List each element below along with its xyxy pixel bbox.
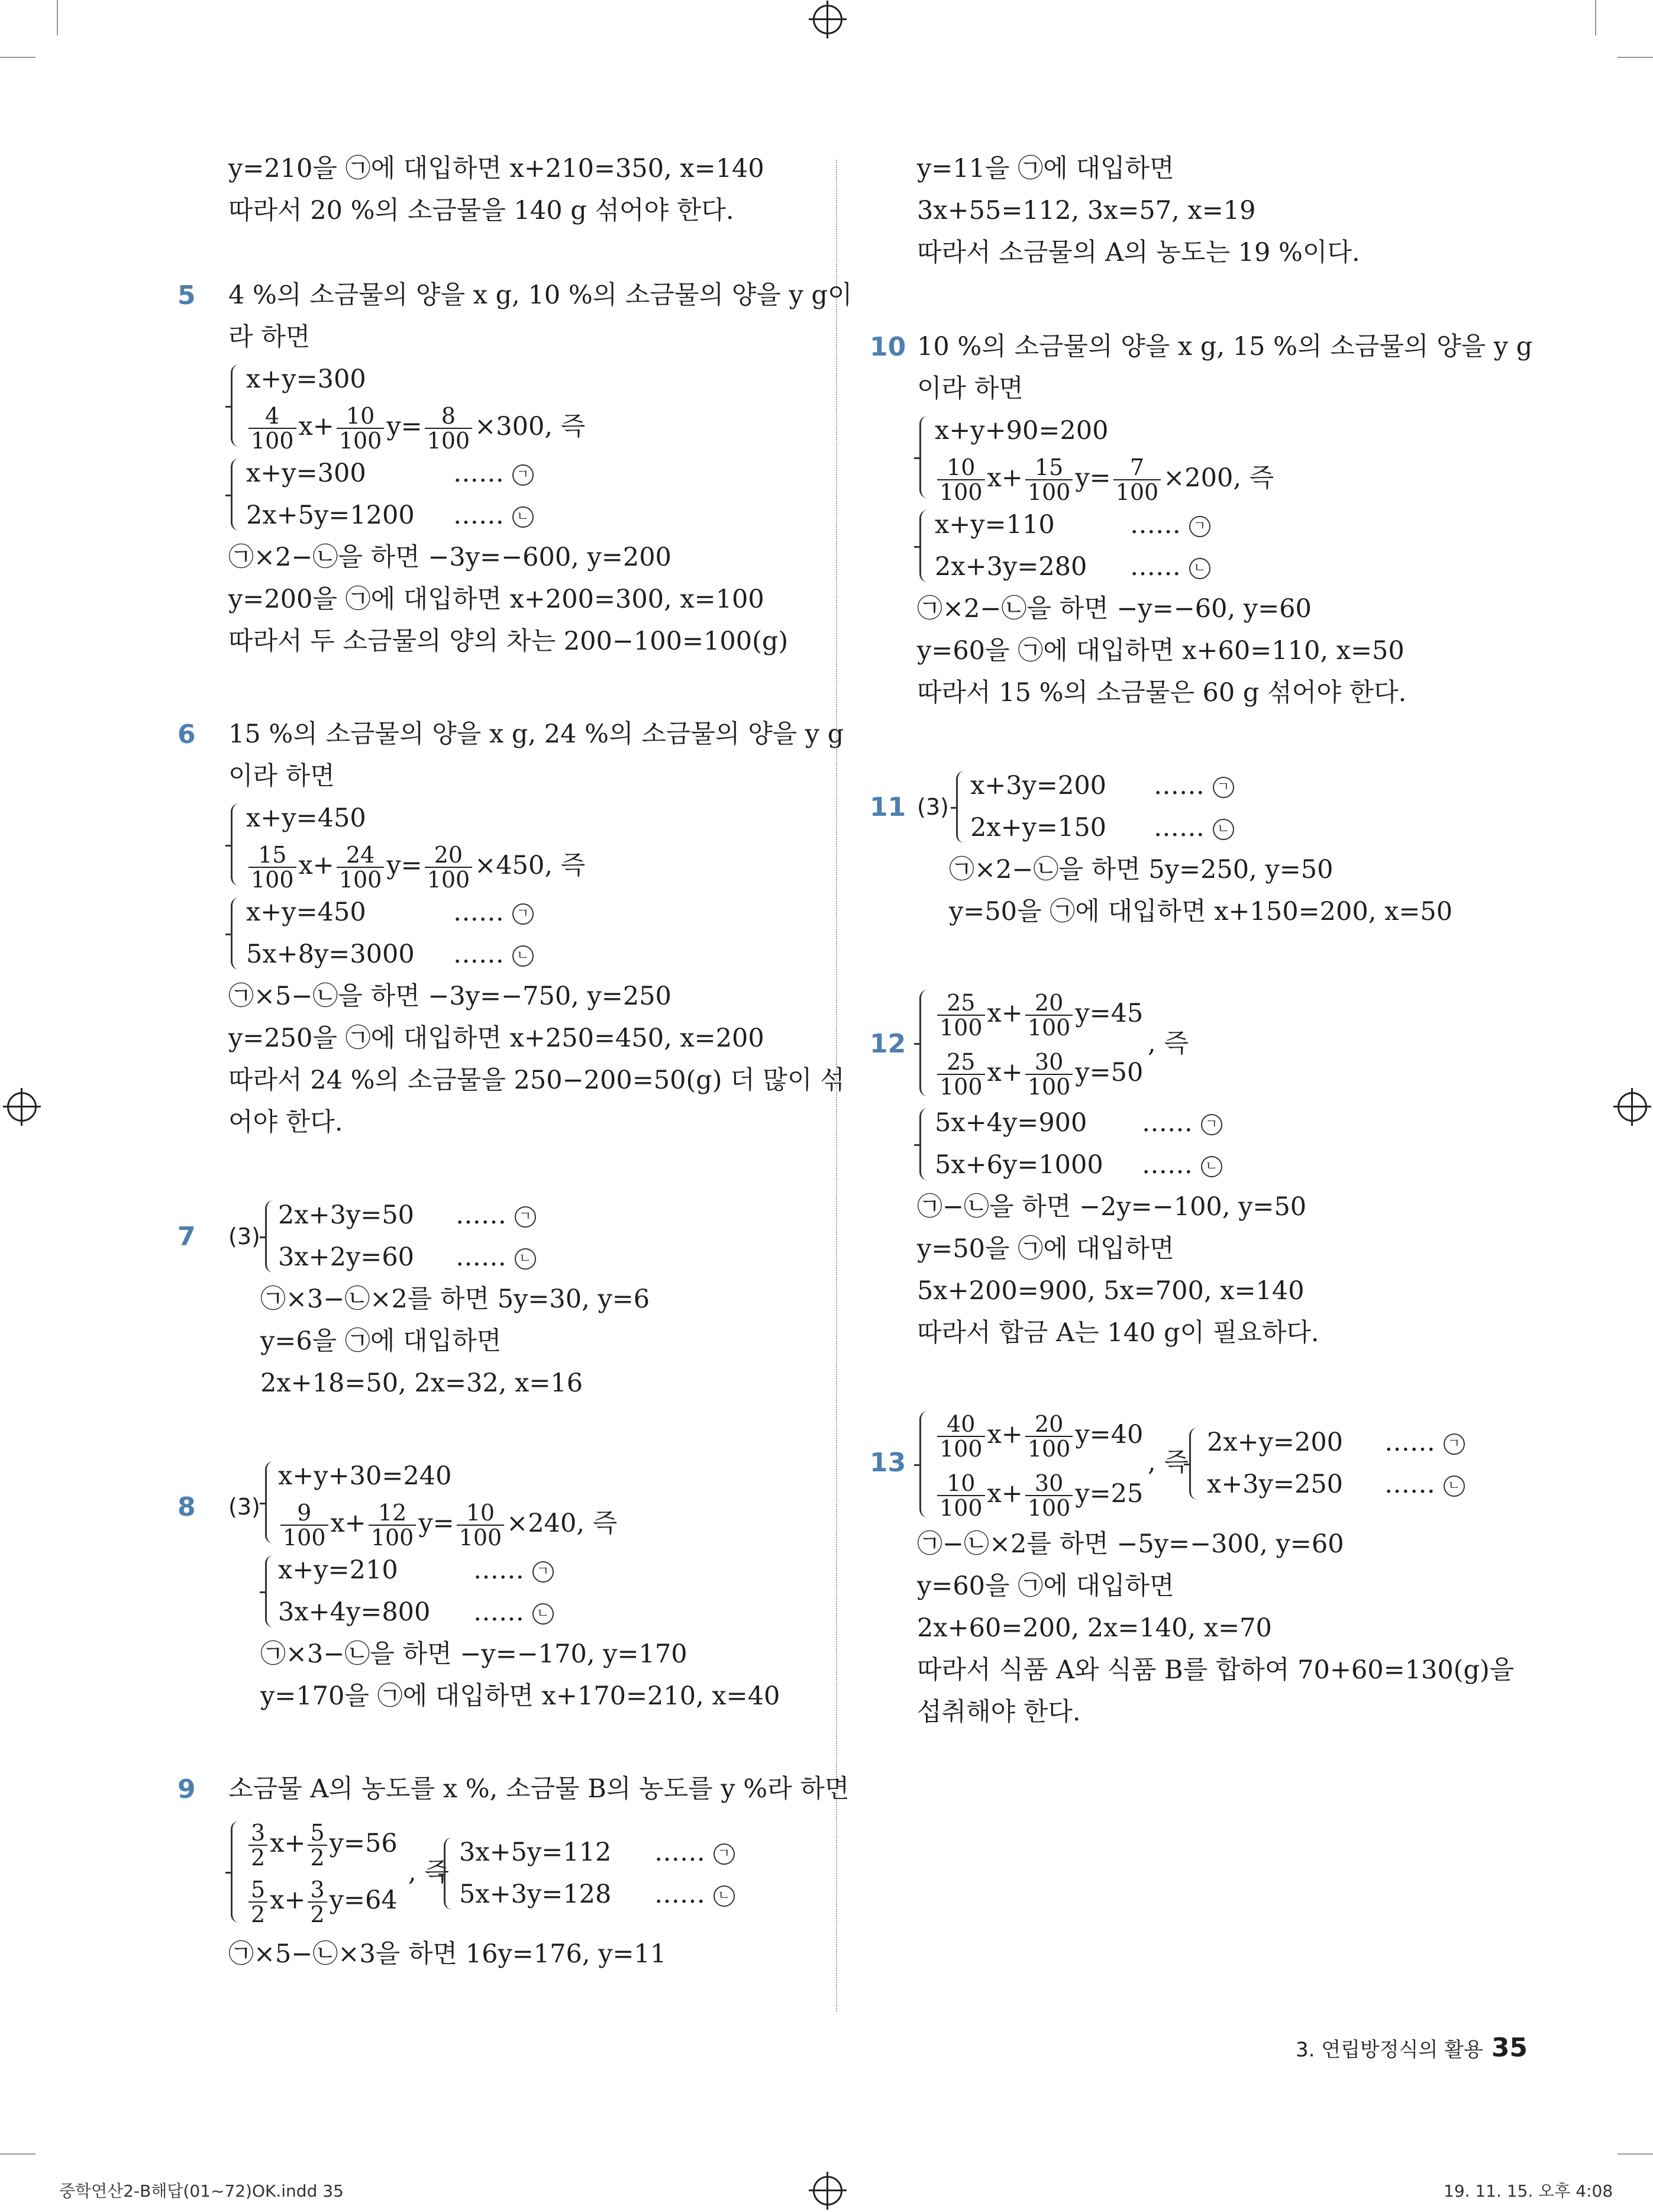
fraction: $\frac{12}{100}$ (369, 1501, 417, 1549)
fraction: $\frac{3}{2}$ (308, 1878, 327, 1926)
equation: x+3y=250 …… ㄴ (1207, 1464, 1465, 1506)
equation: x+y=300 (246, 364, 366, 394)
fraction: $\frac{40}{100}$ (937, 1412, 985, 1461)
fraction: $\frac{24}{100}$ (337, 843, 385, 892)
solution-line: 라 하면 (228, 322, 311, 352)
circled-label-icon: ㄴ (512, 506, 534, 528)
fraction: $\frac{3}{2}$ (248, 1821, 267, 1869)
registration-mark-icon (813, 2176, 842, 2205)
answer-5 (177, 275, 853, 663)
equation: $\frac{9}{100}$ x+ $\frac{12}{100}$ y= $\frac{10}{100}$ ×240, 즉 (278, 1497, 816, 1549)
circled-label-icon: ㄱ (713, 1843, 735, 1865)
solution-line: 5x+200=900, 5x=700, x=140 (917, 1276, 1305, 1306)
registration-mark-icon (813, 5, 842, 34)
brace-icon (919, 1411, 928, 1517)
brace-icon (231, 458, 240, 531)
print-slug-file: 중학연산2-B해답(01~72)OK.indd 35 (59, 2181, 344, 2201)
solution-line: 이라 하면 (917, 374, 1024, 403)
brace-icon (231, 1821, 240, 1923)
brace-icon (919, 510, 928, 582)
brace-icon (919, 1108, 928, 1180)
solution-line: 따라서 24 %의 소금물을 250−200=50(g) 더 많이 섞 (228, 1065, 845, 1095)
equation: $\frac{4}{100}$ x+ $\frac{10}{100}$ y= $\frac{8}{100}$ ×300, 즉 (246, 401, 816, 453)
equation: x+y=110 …… ㄱ (935, 504, 1509, 546)
solution-line: 3x+55=112, 3x=57, x=19 (917, 196, 1256, 225)
circled-label-icon: ㄱ (512, 903, 534, 925)
solution-line: ㉠×5−㉡×3을 하면 16y=176, y=11 (228, 1939, 667, 1969)
equation: 5x+4y=900 …… ㄱ (935, 1102, 1509, 1144)
equation: 5x+3y=128 …… ㄴ (459, 1874, 735, 1916)
fraction: $\frac{4}{100}$ (248, 404, 296, 453)
solution-line: ㉠×2−㉡을 하면 −y=−60, y=60 (917, 594, 1312, 624)
brace-icon (444, 1838, 453, 1910)
answer-9 (177, 1768, 850, 1975)
problem-number: 5 (177, 280, 196, 311)
solution-line: 10 %의 소금물의 양을 x g, 15 %의 소금물의 양을 y g (917, 332, 1533, 361)
solution-line: 따라서 식품 A와 식품 B를 합하여 70+60=130(g)을 (917, 1655, 1515, 1685)
brace-icon (231, 803, 240, 886)
fraction: $\frac{20}{100}$ (425, 843, 473, 892)
solution-line: 따라서 20 %의 소금물을 140 g 섞어야 한다. (228, 196, 734, 225)
solution-line: y=60을 ㉠에 대입하면 (917, 1571, 1174, 1601)
solution-line: y=170을 ㉠에 대입하면 x+170=210, x=40 (260, 1681, 780, 1711)
registration-mark-icon (7, 1092, 37, 1122)
equation: 2x+y=200 …… ㄱ (1207, 1422, 1465, 1464)
registration-mark-icon (1618, 1092, 1647, 1122)
problem-number: 6 (177, 719, 196, 750)
equation-system (870, 984, 1143, 1102)
circled-label-icon: ㄱ (515, 1206, 536, 1228)
print-slug-date: 19. 11. 15. 오후 4:08 (1444, 2181, 1613, 2201)
circled-label-icon: ㄱ (1201, 1114, 1222, 1135)
crop-mark (1595, 0, 1596, 35)
answer-6 (177, 713, 845, 1144)
crop-mark (1618, 57, 1653, 58)
equation-system (177, 1815, 398, 1929)
equation-system (177, 797, 816, 892)
solution-line: 4 %의 소금물의 양을 x g, 10 %의 소금물의 양을 y g이 (228, 280, 853, 310)
crop-mark (0, 57, 35, 58)
fraction: $\frac{15}{100}$ (1025, 456, 1073, 504)
equation-block (870, 984, 1509, 1102)
crop-mark (0, 2153, 35, 2155)
answer-13 (870, 1405, 1515, 1733)
solution-line: ㉠×5−㉡을 하면 −3y=−750, y=250 (228, 981, 671, 1011)
fraction: $\frac{25}{100}$ (937, 991, 985, 1039)
equation-system (177, 1194, 816, 1278)
sub-problem-label: (3) (917, 794, 949, 820)
sub-problem-label: (3) (228, 1223, 260, 1249)
equation: $\frac{25}{100}$ x+ $\frac{30}{100}$ y=50 (935, 1043, 1143, 1102)
equation-system (1136, 1422, 1465, 1506)
problem-number: 9 (177, 1774, 196, 1804)
solution-line: y=6을 ㉠에 대입하면 (260, 1326, 502, 1356)
circled-label-icon: ㄱ (532, 1561, 554, 1583)
right-column (870, 148, 1533, 1784)
circled-label-icon: ㄴ (532, 1603, 554, 1625)
fraction: $\frac{10}{100}$ (457, 1501, 505, 1549)
equation: x+y=450 (246, 803, 366, 833)
solution-line: y=11을 ㉠에 대입하면 (917, 154, 1174, 183)
solution-line: ㉠×3−㉡을 하면 −y=−170, y=170 (260, 1639, 687, 1669)
crop-mark (57, 0, 58, 35)
equation: x+3y=200 …… ㄱ (970, 765, 1509, 807)
crop-mark (1618, 2153, 1653, 2155)
equation: 3x+5y=112 …… ㄱ (459, 1832, 735, 1874)
fraction: $\frac{8}{100}$ (425, 404, 473, 453)
fraction: $\frac{5}{2}$ (248, 1878, 267, 1926)
equation: $\frac{15}{100}$ x+ $\frac{24}{100}$ y= $\frac{20}{100}$ ×450, 즉 (246, 839, 816, 892)
equation: x+y+30=240 (278, 1461, 452, 1491)
circled-label-icon: ㄱ (1444, 1433, 1465, 1455)
circled-label-icon: ㄴ (1213, 819, 1234, 840)
solution-line: y=210을 ㉠에 대입하면 x+210=350, x=140 (228, 154, 764, 183)
problem-number: 12 (870, 1029, 906, 1059)
fraction: $\frac{15}{100}$ (248, 843, 296, 892)
brace-icon (231, 897, 240, 970)
answer-4-continued (177, 148, 816, 232)
solution-line: 이라 하면 (228, 761, 335, 791)
equation-system (870, 765, 1509, 849)
solution-line: ㉠−㉡×2를 하면 −5y=−300, y=60 (917, 1529, 1344, 1559)
equation: x+y+90=200 (935, 416, 1109, 445)
equation-system (177, 1549, 816, 1633)
circled-label-icon: ㄴ (512, 945, 534, 967)
problem-number: 8 (177, 1492, 196, 1522)
equation: $\frac{10}{100}$ x+ $\frac{30}{100}$ y=25 (935, 1464, 1143, 1523)
equation-system (870, 410, 1509, 504)
solution-line: 15 %의 소금물의 양을 x g, 24 %의 소금물의 양을 y g (228, 719, 844, 749)
equation: $\frac{10}{100}$ x+ $\frac{15}{100}$ y= $\frac{7}{100}$ ×200, 즉 (935, 452, 1509, 504)
solution-line: 따라서 합금 A는 140 g이 필요하다. (917, 1318, 1319, 1348)
equation-connector: , 즉 (1148, 1029, 1189, 1058)
circled-label-icon: ㄴ (1201, 1156, 1222, 1177)
fraction: $\frac{10}{100}$ (937, 1471, 985, 1520)
answer-7 (177, 1194, 816, 1404)
solution-line: ㉠×3−㉡×2를 하면 5y=30, y=6 (260, 1284, 650, 1314)
equation-system (870, 1405, 1143, 1523)
solution-line: 어야 한다. (228, 1107, 343, 1137)
fraction: $\frac{9}{100}$ (280, 1501, 328, 1549)
solution-line: ㉠×2−㉡을 하면 5y=250, y=50 (949, 855, 1334, 884)
solution-line: 소금물 A의 농도를 x %, 소금물 B의 농도를 y %라 하면 (228, 1774, 850, 1804)
answer-12 (870, 984, 1509, 1354)
fraction: $\frac{10}{100}$ (937, 456, 985, 504)
equation: 3x+4y=800 …… ㄴ (278, 1591, 816, 1633)
equation-system (390, 1832, 735, 1916)
fraction: $\frac{30}{100}$ (1025, 1471, 1073, 1520)
circled-label-icon: ㄴ (515, 1248, 536, 1270)
equation: x+y=300 …… ㄱ (246, 453, 816, 495)
solution-line: ㉠−㉡을 하면 −2y=−100, y=50 (917, 1192, 1307, 1222)
equation-system (177, 892, 816, 976)
equation-system (870, 504, 1509, 588)
answer-11 (870, 765, 1509, 933)
equation: $\frac{25}{100}$ x+ $\frac{20}{100}$ y=45 (935, 984, 1143, 1043)
circled-label-icon: ㄱ (1213, 777, 1234, 798)
equation: $\frac{40}{100}$ x+ $\frac{20}{100}$ y=40 (935, 1405, 1143, 1464)
solution-line: 2x+18=50, 2x=32, x=16 (260, 1368, 583, 1398)
problem-number: 10 (870, 332, 906, 362)
circled-label-icon: ㄴ (713, 1885, 735, 1907)
equation: 5x+6y=1000 …… ㄴ (935, 1144, 1509, 1186)
brace-icon (265, 1461, 274, 1543)
equation-system (177, 1455, 816, 1549)
sub-problem-label: (3) (228, 1494, 260, 1520)
page-number: 35 (1491, 2033, 1528, 2063)
answer-8 (177, 1455, 816, 1717)
page-footer (1296, 2033, 1528, 2063)
solution-line: y=50을 ㉠에 대입하면 x+150=200, x=50 (949, 897, 1453, 926)
fraction: $\frac{5}{2}$ (308, 1821, 327, 1869)
equation: 2x+3y=50 …… ㄱ (278, 1194, 816, 1236)
solution-line: y=250을 ㉠에 대입하면 x+250=450, x=200 (228, 1023, 764, 1053)
equation: $\frac{3}{2}$ x+ $\frac{5}{2}$ y=56 (246, 1815, 398, 1872)
equation: x+y=210 …… ㄱ (278, 1549, 816, 1591)
answer-9-continued (870, 148, 1509, 274)
problem-number: 11 (870, 792, 906, 822)
equation: 5x+8y=3000 …… ㄴ (246, 934, 816, 976)
brace-icon (919, 416, 928, 498)
solution-line: 따라서 두 소금물의 양의 차는 200−100=100(g) (228, 627, 789, 656)
answer-10 (870, 326, 1533, 714)
solution-line: 따라서 소금물의 A의 농도는 19 %이다. (917, 238, 1360, 267)
equation-connector: , 즉 (1148, 1448, 1189, 1477)
circled-label-icon: ㄴ (1189, 558, 1210, 579)
fraction: $\frac{10}{100}$ (337, 404, 385, 453)
fraction: $\frac{20}{100}$ (1025, 1412, 1073, 1461)
equation-block (177, 1815, 816, 1933)
problem-number: 7 (177, 1222, 196, 1252)
equation: 2x+3y=280 …… ㄴ (935, 546, 1509, 588)
brace-icon (231, 364, 240, 447)
equation-block (870, 1405, 1509, 1523)
chapter-title: 3. 연립방정식의 활용 (1296, 2038, 1483, 2062)
brace-icon (265, 1200, 274, 1273)
fraction: $\frac{25}{100}$ (937, 1050, 985, 1099)
equation: x+y=450 …… ㄱ (246, 892, 816, 934)
solution-line: 따라서 15 %의 소금물은 60 g 섞어야 한다. (917, 678, 1407, 708)
solution-line: y=50을 ㉠에 대입하면 (917, 1234, 1174, 1264)
equation: 2x+5y=1200 …… ㄴ (246, 495, 816, 537)
solution-line: y=60을 ㉠에 대입하면 x+60=110, x=50 (917, 636, 1405, 666)
equation-system (177, 453, 816, 537)
problem-number: 13 (870, 1448, 906, 1478)
circled-label-icon: ㄱ (512, 464, 534, 486)
brace-icon (956, 771, 965, 843)
fraction: $\frac{30}{100}$ (1025, 1050, 1073, 1099)
circled-label-icon: ㄱ (1189, 516, 1210, 537)
equation-system (870, 1102, 1509, 1186)
fraction: $\frac{20}{100}$ (1025, 991, 1073, 1039)
circled-label-icon: ㄴ (1444, 1475, 1465, 1497)
equation: 2x+y=150 …… ㄴ (970, 807, 1509, 849)
brace-icon (265, 1555, 274, 1627)
solution-line: ㉠×2−㉡을 하면 −3y=−600, y=200 (228, 542, 671, 572)
solution-line: 섭취해야 한다. (917, 1697, 1081, 1727)
brace-icon (919, 990, 928, 1096)
equation-system (177, 359, 816, 453)
equation: $\frac{5}{2}$ x+ $\frac{3}{2}$ y=64 (246, 1872, 398, 1929)
brace-icon (1189, 1428, 1198, 1500)
equation: 3x+2y=60 …… ㄴ (278, 1236, 816, 1278)
equation-connector: , 즉 (408, 1858, 449, 1887)
solution-line: 2x+60=200, 2x=140, x=70 (917, 1613, 1272, 1643)
solution-line: y=200을 ㉠에 대입하면 x+200=300, x=100 (228, 585, 764, 614)
fraction: $\frac{7}{100}$ (1113, 456, 1161, 504)
left-column (177, 148, 853, 2026)
